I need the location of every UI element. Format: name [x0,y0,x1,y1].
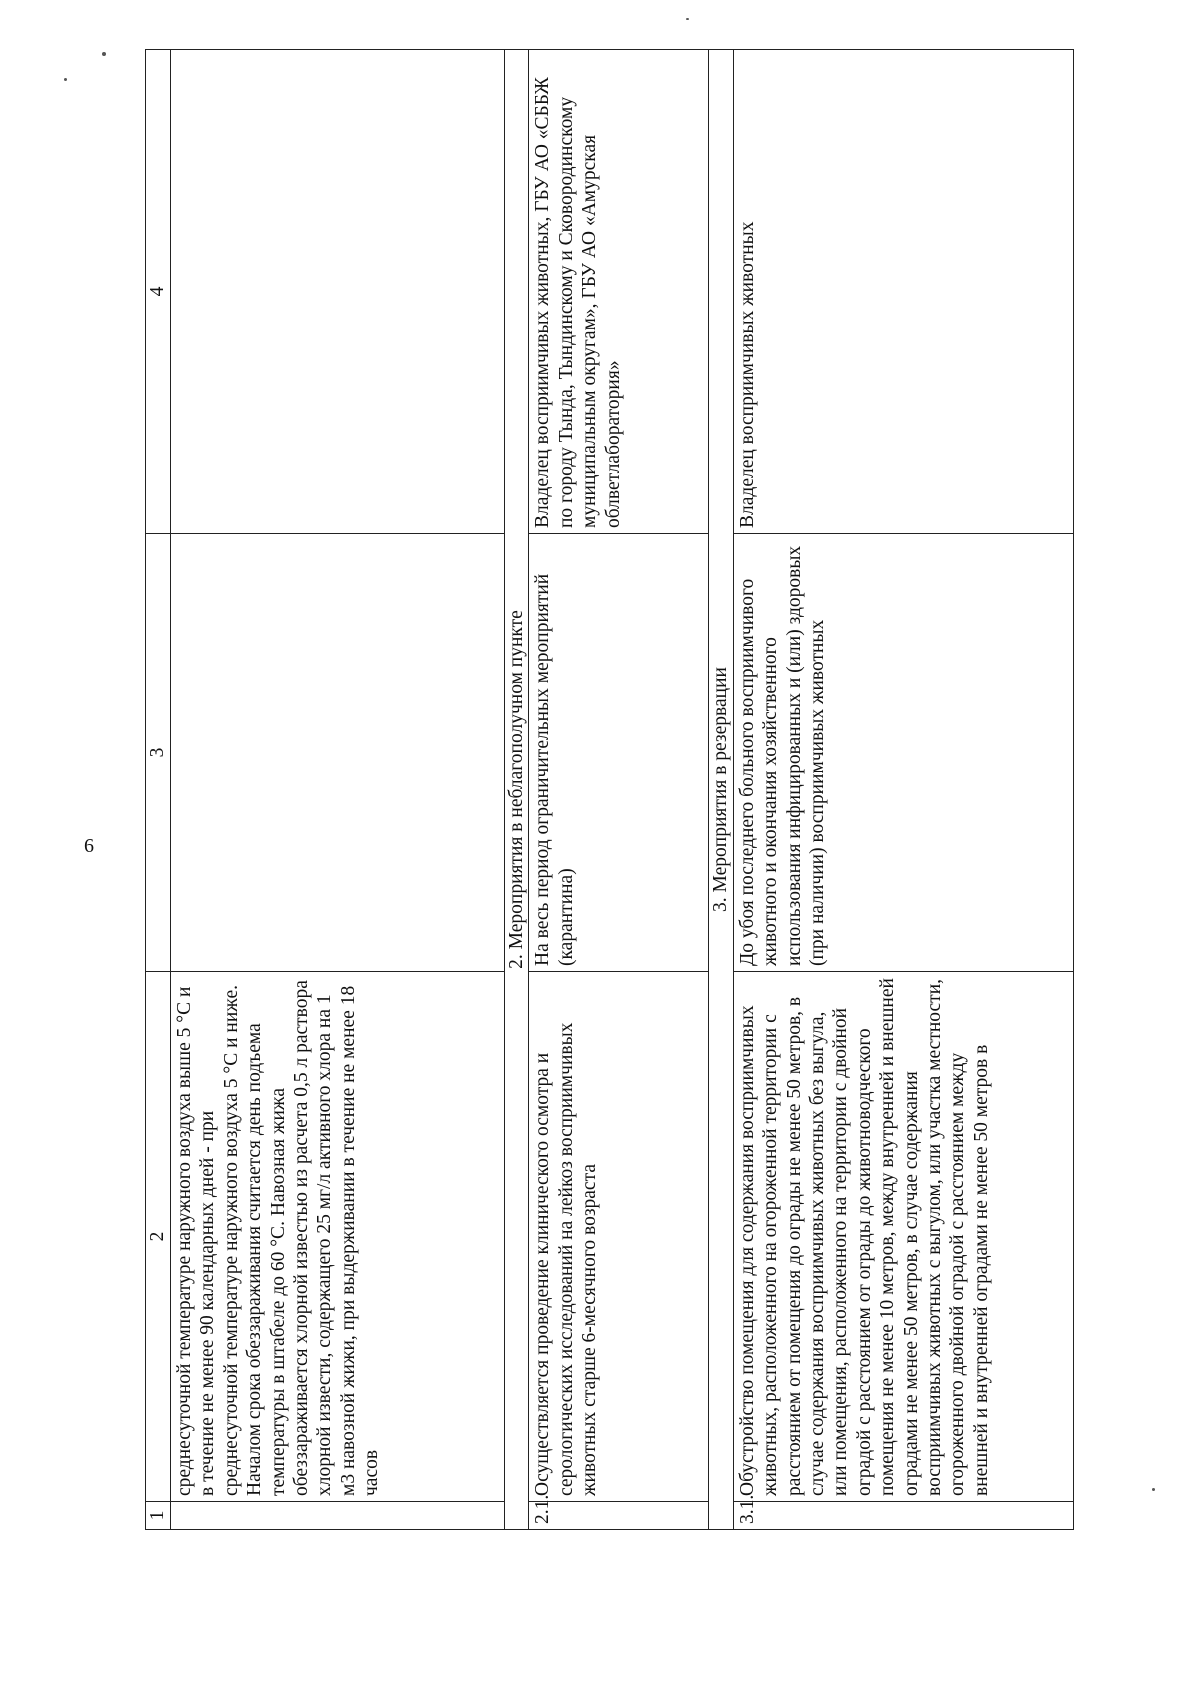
section-2-title: 2. Мероприятия в неблагополучном пункте [505,50,529,1530]
responsible-text: Владелец восприимчивых животных, ГБУ АО «СББЖ по городу Тында, Тындинскому и Сковородинскому муниципальным округам», ГБУ АО «Амурская облветлаборатория» [529,50,709,534]
term-text [171,534,505,972]
term-text: На весь период ограничительных мероприятий (карантина) [529,534,709,972]
term-text: До убоя последнего больного восприимчивого животного и окончания хозяйственного использования инфицированных и (или) здоровых (при наличии) восприимчивых животных [733,534,1073,972]
scan-speck [102,52,106,56]
row-number: 3.1. [733,1502,1073,1530]
header-col-4: 4 [146,50,171,534]
scan-speck [1152,1488,1155,1491]
section-heading-row [505,50,529,1530]
table-header-row [146,50,171,1530]
responsible-text [171,50,505,534]
responsible-text: Владелец восприимчивых животных [733,50,1073,534]
rotated-page-content [145,50,1080,1530]
scan-speck [64,78,67,81]
measure-text: Обустройство помещения для содержания восприимчивых животных, расположенного на огороженной территории с расстоянием от помещения до ограды не менее 50 метров, в случае содержания восприимчивых животных без выгула, или помещения, расположенного на территории с двойной оградой с расстоянием от ограды до животноводческого помещения не менее 10 метров, между внутренней и внешней оградами не менее 50 метров, в случае содержания восприимчивых животных с выгулом, или участка местности, огороженного двойной оградой с расстоянием между внешней и внутренней оградами не менее 50 метров в [733,972,1073,1502]
header-col-1: 1 [146,1502,171,1530]
measures-table [145,49,1074,1530]
measure-text: Осуществляется проведение клинического осмотра и серологических исследований на лейкоз восприимчивых животных старше 6-месячного возраста [529,972,709,1502]
section-3-title: 3. Мероприятия в резервации [709,50,733,1530]
header-col-3: 3 [146,534,171,972]
scan-speck [686,18,689,20]
row-number [171,1502,505,1530]
page-number: 6 [84,835,94,857]
row-number: 2.1. [529,1502,709,1530]
section-heading-row [709,50,733,1530]
table-row [529,50,709,1530]
header-col-2: 2 [146,972,171,1502]
table-row [733,50,1073,1530]
measure-text: среднесуточной температуре наружного воздуха выше 5 °С и в течение не менее 90 календарных дней - при среднесуточной температуре наружного воздуха 5 °С и ниже. Началом срока обеззараживания считается день подъема температуры в штабеле до 60 °С. Навозная жижа обеззараживается хлорной известью из расчета 0,5 л раствора хлорной извести, содержащего 25 мг/л активного хлора на 1 м3 навозной жижи, при выдерживании в течение не менее 18 часов [171,972,505,1502]
table-row [171,50,505,1530]
